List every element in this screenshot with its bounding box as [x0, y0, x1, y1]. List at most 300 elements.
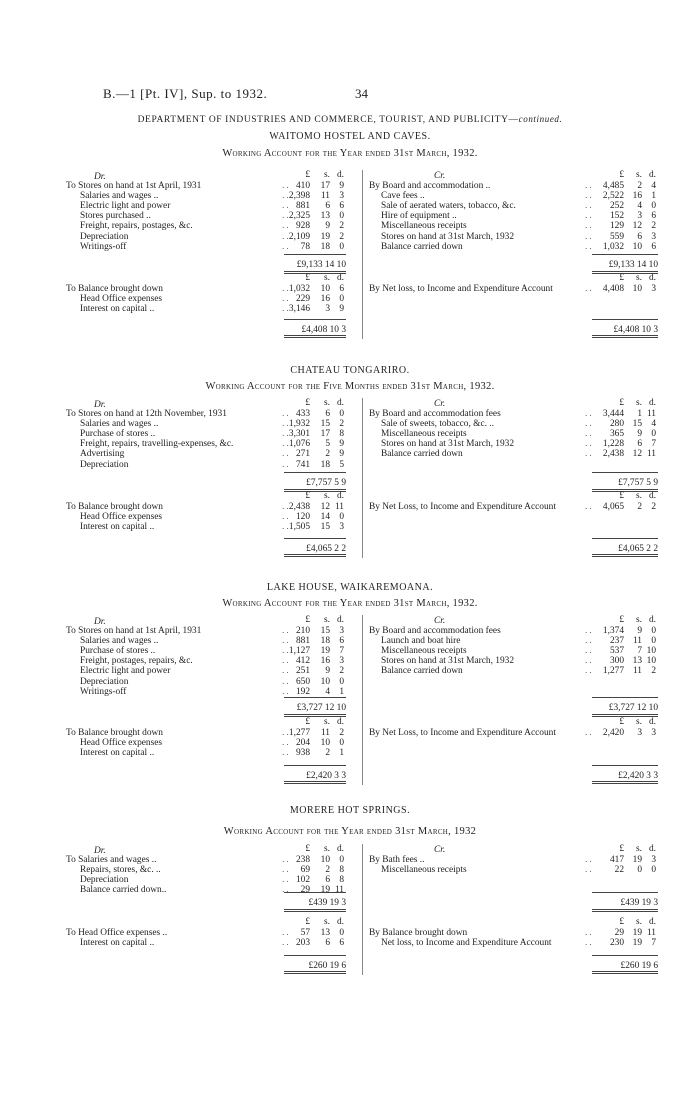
total-rule — [592, 892, 658, 893]
credit-entry-pounds: 1,374 — [602, 626, 624, 636]
total-rule — [592, 254, 658, 255]
credit-entry-label: Sale of aerated waters, tobacco, &c. — [381, 201, 516, 212]
currency-header-shillings: s. — [636, 717, 642, 727]
debit-entry-pence: 2 — [339, 666, 344, 677]
credit-entry-shillings: 7 — [637, 646, 642, 657]
credit-entry-pence: 4 — [651, 419, 656, 430]
debit-entry-pounds: 271 — [295, 449, 310, 460]
debit-entry-pounds: 410 — [295, 181, 310, 191]
debit-entry-pounds: 210 — [295, 626, 310, 636]
currency-header-pence: d. — [336, 844, 344, 854]
debit-entry-label: Advertising — [80, 449, 125, 460]
debit-entry-shillings: 16 — [320, 656, 330, 667]
debit-entry-pence: 0 — [339, 512, 344, 523]
credit-entry-pence: 6 — [651, 211, 656, 222]
leader-dots: .. — [282, 938, 291, 949]
page-number: 34 — [355, 86, 368, 101]
debit-entry-shillings: 6 — [325, 201, 330, 212]
credit-entry-pounds: 252 — [609, 201, 624, 212]
debit-entry-pence: 0 — [339, 409, 344, 419]
debit-entry-pounds: 412 — [295, 656, 310, 667]
debit-entry-label: Freight, postages, repairs, &c. — [80, 656, 193, 667]
debit-entry-label: Interest on capital .. — [80, 748, 155, 759]
debit-entry-pence: 11 — [334, 885, 344, 896]
debit-entry-label: To Balance brought down — [66, 502, 163, 512]
debit-entry-label: To Head Office expenses .. — [66, 928, 168, 938]
leader-dots: .. — [585, 241, 594, 252]
credit-entry-pounds: 417 — [609, 855, 624, 865]
debit-entry-label: Head Office expenses — [80, 738, 163, 749]
debit-entry-shillings: 19 — [320, 885, 330, 896]
section-name: MORERE HOT SPRINGS. — [289, 805, 411, 816]
debit-entry-label: To Stores on hand at 1st April, 1931 — [66, 181, 202, 191]
credit-entry-shillings: 13 — [632, 656, 642, 667]
debit-entry-label: Repairs, stores, &c. .. — [80, 865, 161, 876]
credit-entry-shillings: 11 — [632, 636, 642, 647]
credit-entry-label: Miscellaneous receipts — [381, 429, 467, 440]
credit-entry-shillings: 1 — [637, 409, 642, 419]
credit-entry-pounds: 4,485 — [602, 181, 624, 191]
debit-heading: Dr. — [94, 617, 106, 627]
credit-entry-shillings: 6 — [637, 231, 642, 242]
currency-header-shillings: s. — [324, 844, 330, 854]
debit-entry-pounds: 192 — [295, 686, 310, 697]
leader-dots: .. — [282, 502, 291, 512]
section-subtitle: Working Account for the Year ended 31st March, 1932. — [222, 598, 478, 609]
credit-entry-label: Stores on hand at 31st March, 1932 — [381, 439, 515, 450]
credit-entry-pounds: 22 — [614, 865, 624, 876]
debit-entry-shillings: 15 — [320, 626, 330, 636]
debit-entry-pounds: 3,146 — [288, 304, 310, 315]
credit-entry-shillings: 6 — [637, 439, 642, 450]
debit-entry-pounds: 2,325 — [288, 211, 310, 222]
debit-entry-pounds: 1,032 — [288, 284, 310, 294]
leader-dots: .. — [282, 294, 291, 305]
debit-entry-shillings: 17 — [320, 429, 330, 440]
currency-header-pence: d. — [648, 273, 656, 283]
leader-dots: .. — [585, 656, 594, 667]
debit-entry-pence: 7 — [339, 646, 344, 657]
credit-entry-label: Balance carried down — [381, 666, 463, 677]
leader-dots: .. — [282, 738, 291, 749]
credit-total: £4,065 2 2 — [618, 544, 658, 554]
debit-entry-pence: 6 — [339, 636, 344, 647]
leader-dots: .. — [282, 626, 291, 636]
credit-total: £2,420 3 3 — [618, 771, 658, 781]
debit-entry-label: Freight, repairs, postages, &c. — [80, 221, 193, 232]
debit-entry-shillings: 15 — [320, 419, 330, 430]
debit-entry-pounds: 881 — [295, 201, 310, 212]
leader-dots: .. — [282, 666, 291, 677]
credit-entry-shillings: 10 — [632, 241, 642, 252]
debit-entry-pounds: 251 — [295, 666, 310, 677]
department-title-text: DEPARTMENT OF INDUSTRIES AND COMMERCE, TOURIST, AND PUBLICITY— — [137, 115, 519, 125]
total-double-rule — [592, 781, 658, 784]
credit-entry-pence: 4 — [651, 181, 656, 191]
credit-total: £439 19 3 — [620, 898, 658, 908]
column-divider — [362, 398, 363, 558]
debit-entry-shillings: 6 — [325, 938, 330, 949]
credit-entry-label: Stores on hand at 31st March, 1932 — [381, 231, 515, 242]
debit-entry-shillings: 6 — [325, 875, 330, 886]
credit-entry-pounds: 559 — [609, 231, 624, 242]
leader-dots: .. — [282, 656, 291, 667]
debit-entry-label: To Salaries and wages .. — [66, 855, 157, 865]
debit-total: £9,133 14 10 — [296, 260, 346, 270]
leader-dots: .. — [282, 512, 291, 523]
credit-entry-pounds: 537 — [609, 646, 624, 657]
debit-entry-shillings: 18 — [320, 241, 330, 252]
credit-entry-pounds: 237 — [609, 636, 624, 647]
currency-header-pounds: £ — [305, 717, 310, 727]
leader-dots: .. — [585, 626, 594, 636]
currency-header-pence: d. — [336, 170, 344, 180]
debit-total: £3,727 12 10 — [296, 703, 346, 713]
debit-entry-pounds: 741 — [295, 459, 310, 470]
leader-dots: .. — [585, 429, 594, 440]
currency-header-pounds: £ — [305, 844, 310, 854]
currency-header-shillings: s. — [324, 491, 330, 501]
credit-entry-shillings: 2 — [637, 502, 642, 512]
debit-entry-pounds: 1,505 — [288, 522, 310, 533]
total-double-rule — [284, 554, 346, 557]
leader-dots: .. — [585, 221, 594, 232]
currency-header-pounds: £ — [619, 615, 624, 625]
total-double-rule — [284, 335, 346, 338]
leader-dots: .. — [282, 429, 291, 440]
leader-dots: .. — [585, 728, 594, 738]
debit-entry-pence: 2 — [339, 728, 344, 738]
currency-header-shillings: s. — [324, 917, 330, 927]
leader-dots: .. — [282, 201, 291, 212]
total-rule — [284, 955, 346, 956]
currency-header-shillings: s. — [636, 398, 642, 408]
debit-entry-shillings: 2 — [325, 748, 330, 759]
debit-entry-pence: 0 — [339, 211, 344, 222]
credit-entry-label: Balance carried down — [381, 241, 463, 252]
credit-entry-label: Hire of equipment .. — [381, 211, 457, 222]
debit-total: £439 19 3 — [308, 898, 346, 908]
credit-entry-shillings: 16 — [632, 191, 642, 202]
total-rule — [592, 538, 658, 539]
debit-entry-shillings: 3 — [325, 304, 330, 315]
debit-entry-pounds: 78 — [300, 241, 310, 252]
debit-entry-label: To Stores on hand at 1st April, 1931 — [66, 626, 202, 636]
debit-entry-label: Balance carried down.. — [80, 885, 167, 896]
leader-dots: .. — [282, 928, 291, 938]
leader-dots: .. — [282, 439, 291, 450]
debit-entry-label: Interest on capital .. — [80, 522, 155, 533]
debit-entry-shillings: 5 — [325, 439, 330, 450]
leader-dots: .. — [585, 502, 594, 512]
leader-dots: .. — [585, 865, 594, 876]
currency-header-pence: d. — [648, 491, 656, 501]
debit-total: £4,065 2 2 — [306, 544, 346, 554]
debit-entry-pence: 3 — [339, 656, 344, 667]
total-rule — [592, 697, 658, 698]
debit-total: £4,408 10 3 — [301, 325, 346, 335]
currency-header-pence: d. — [336, 491, 344, 501]
debit-entry-pounds: 69 — [300, 865, 310, 876]
credit-entry-pounds: 129 — [609, 221, 624, 232]
total-rule — [284, 892, 346, 893]
currency-header-shillings: s. — [324, 398, 330, 408]
page-header-left: B.—1 [Pt. IV], Sup. to 1932. — [103, 86, 268, 101]
credit-entry-label: Stores on hand at 31st March, 1932 — [381, 656, 515, 667]
credit-entry-pounds: 365 — [609, 429, 624, 440]
debit-entry-shillings: 6 — [325, 409, 330, 419]
leader-dots: .. — [282, 676, 291, 687]
debit-entry-pounds: 1,127 — [288, 646, 310, 657]
debit-heading: Dr. — [94, 846, 106, 856]
total-double-rule — [592, 909, 658, 912]
credit-heading: Cr. — [434, 845, 446, 855]
section-name: LAKE HOUSE, WAIKAREMOANA. — [266, 582, 434, 593]
leader-dots: .. — [585, 666, 594, 677]
currency-header-pounds: £ — [619, 170, 624, 180]
currency-header-pounds: £ — [305, 273, 310, 283]
leader-dots: .. — [282, 865, 291, 876]
debit-entry-pence: 8 — [339, 429, 344, 440]
credit-entry-shillings: 19 — [632, 855, 642, 865]
leader-dots: .. — [585, 855, 594, 865]
debit-entry-pence: 9 — [339, 449, 344, 460]
column-divider — [362, 170, 363, 339]
debit-entry-pence: 9 — [339, 439, 344, 450]
currency-header-pence: d. — [336, 398, 344, 408]
currency-header-pence: d. — [336, 615, 344, 625]
currency-header-pounds: £ — [619, 398, 624, 408]
debit-entry-shillings: 4 — [325, 686, 330, 697]
debit-entry-label: Writings-off — [80, 686, 127, 697]
leader-dots: .. — [282, 522, 291, 533]
currency-header-shillings: s. — [324, 170, 330, 180]
debit-entry-pounds: 3,301 — [288, 429, 310, 440]
credit-entry-label: Launch and boat hire — [381, 636, 461, 647]
credit-entry-label: By Board and accommodation fees — [369, 626, 501, 636]
credit-entry-shillings: 9 — [637, 626, 642, 636]
debit-entry-shillings: 14 — [320, 512, 330, 523]
leader-dots: .. — [282, 191, 291, 202]
credit-entry-pence: 11 — [646, 928, 656, 938]
debit-entry-shillings: 2 — [325, 865, 330, 876]
debit-entry-label: Freight, repairs, travelling-expenses, &c. — [80, 439, 234, 450]
credit-entry-pence: 11 — [646, 449, 656, 460]
total-rule — [284, 697, 346, 698]
debit-entry-shillings: 11 — [320, 728, 330, 738]
debit-entry-pence: 1 — [339, 686, 344, 697]
leader-dots: .. — [282, 211, 291, 222]
column-divider — [362, 844, 363, 975]
debit-entry-label: To Stores on hand at 12th November, 1931 — [66, 409, 227, 419]
currency-header-pounds: £ — [619, 844, 624, 854]
leader-dots: .. — [585, 181, 594, 191]
leader-dots: .. — [282, 449, 291, 460]
currency-header-pounds: £ — [305, 398, 310, 408]
debit-entry-shillings: 10 — [320, 738, 330, 749]
debit-entry-pounds: 57 — [300, 928, 310, 938]
leader-dots: .. — [282, 181, 291, 191]
credit-entry-pounds: 152 — [609, 211, 624, 222]
debit-entry-pence: 1 — [339, 748, 344, 759]
section-name: WAITOMO HOSTEL AND CAVES. — [269, 131, 431, 142]
credit-entry-shillings: 0 — [637, 865, 642, 876]
debit-entry-label: To Balance brought down — [66, 284, 163, 294]
section-subtitle: Working Account for the Year ended 31st March, 1932 — [223, 826, 477, 837]
debit-entry-shillings: 19 — [320, 231, 330, 242]
debit-entry-pence: 8 — [339, 865, 344, 876]
debit-entry-pounds: 1,932 — [288, 419, 310, 430]
credit-entry-label: Miscellaneous receipts — [381, 221, 467, 232]
currency-header-pounds: £ — [619, 717, 624, 727]
debit-entry-label: Depreciation — [80, 875, 129, 886]
debit-entry-label: Purchase of stores .. — [80, 429, 156, 440]
leader-dots: .. — [585, 191, 594, 202]
currency-header-pence: d. — [648, 844, 656, 854]
debit-entry-pence: 2 — [339, 419, 344, 430]
debit-entry-label: Electric light and power — [80, 666, 171, 677]
debit-entry-pounds: 238 — [295, 855, 310, 865]
currency-header-shillings: s. — [636, 273, 642, 283]
debit-entry-pence: 0 — [339, 676, 344, 687]
total-rule — [284, 254, 346, 255]
credit-entry-pence: 0 — [651, 201, 656, 212]
credit-entry-pence: 2 — [651, 502, 656, 512]
debit-entry-shillings: 18 — [320, 636, 330, 647]
debit-entry-pence: 5 — [339, 459, 344, 470]
debit-entry-shillings: 11 — [320, 191, 330, 202]
credit-heading: Cr. — [434, 171, 446, 181]
credit-entry-shillings: 11 — [632, 666, 642, 677]
credit-entry-pence: 2 — [651, 666, 656, 677]
credit-entry-pence: 0 — [651, 865, 656, 876]
debit-entry-pounds: 650 — [295, 676, 310, 687]
debit-entry-shillings: 13 — [320, 211, 330, 222]
currency-header-shillings: s. — [636, 844, 642, 854]
credit-entry-shillings: 3 — [637, 211, 642, 222]
leader-dots: .. — [282, 748, 291, 759]
leader-dots: .. — [282, 636, 291, 647]
leader-dots: .. — [282, 459, 291, 470]
debit-entry-shillings: 10 — [320, 284, 330, 294]
debit-entry-pounds: 120 — [295, 512, 310, 523]
department-title-suffix: continued. — [518, 114, 563, 124]
leader-dots: .. — [282, 304, 291, 315]
credit-entry-pounds: 29 — [614, 928, 624, 938]
debit-entry-pounds: 1,076 — [288, 439, 310, 450]
credit-entry-label: By Balance brought down — [369, 928, 468, 938]
leader-dots: .. — [585, 636, 594, 647]
credit-entry-pounds: 2,420 — [602, 728, 624, 738]
leader-dots: .. — [282, 686, 291, 697]
credit-entry-pounds: 300 — [609, 656, 624, 667]
debit-entry-pence: 3 — [339, 626, 344, 636]
credit-entry-pence: 2 — [651, 221, 656, 232]
total-rule — [592, 472, 658, 473]
credit-entry-pence: 10 — [646, 656, 656, 667]
credit-entry-pounds: 2,438 — [602, 449, 624, 460]
debit-entry-pence: 9 — [339, 304, 344, 315]
debit-entry-pounds: 2,109 — [288, 231, 310, 242]
debit-entry-pounds: 928 — [295, 221, 310, 232]
total-rule — [284, 538, 346, 539]
debit-entry-pence: 2 — [339, 231, 344, 242]
debit-entry-pounds: 29 — [300, 885, 310, 896]
debit-entry-pence: 3 — [339, 522, 344, 533]
currency-header-pounds: £ — [619, 273, 624, 283]
debit-total: £7,757 5 9 — [306, 478, 346, 488]
debit-entry-pence: 0 — [339, 294, 344, 305]
credit-entry-label: Miscellaneous receipts — [381, 865, 467, 876]
debit-entry-pounds: 881 — [295, 636, 310, 647]
leader-dots: .. — [585, 646, 594, 657]
leader-dots: .. — [282, 875, 291, 886]
credit-heading: Cr. — [434, 616, 446, 626]
debit-entry-pence: 9 — [339, 181, 344, 191]
debit-entry-label: Salaries and wages .. — [80, 419, 159, 430]
leader-dots: .. — [282, 419, 291, 430]
leader-dots: .. — [585, 928, 594, 938]
debit-entry-shillings: 10 — [320, 676, 330, 687]
currency-header-pence: d. — [336, 717, 344, 727]
credit-heading: Cr. — [434, 399, 446, 409]
currency-header-pence: d. — [336, 273, 344, 283]
leader-dots: .. — [585, 449, 594, 460]
credit-entry-pounds: 1,228 — [602, 439, 624, 450]
debit-total: £2,420 3 3 — [306, 771, 346, 781]
leader-dots: .. — [585, 938, 594, 949]
total-rule — [284, 472, 346, 473]
credit-entry-label: By Bath fees .. — [369, 855, 425, 865]
credit-entry-pence: 10 — [646, 646, 656, 657]
section-subtitle: Working Account for the Year ended 31st March, 1932. — [222, 148, 478, 159]
credit-total: £3,727 12 10 — [608, 703, 658, 713]
debit-entry-label: Head Office expenses — [80, 294, 163, 305]
debit-entry-label: Writings-off — [80, 241, 127, 252]
credit-total: £4,408 10 3 — [613, 325, 658, 335]
debit-entry-shillings: 19 — [320, 646, 330, 657]
leader-dots: .. — [282, 885, 291, 896]
total-double-rule — [284, 909, 346, 912]
leader-dots: .. — [282, 855, 291, 865]
leader-dots: .. — [585, 284, 594, 294]
credit-entry-label: By Net loss, to Income and Expenditure Account — [369, 284, 553, 294]
debit-entry-pence: 0 — [339, 241, 344, 252]
credit-entry-pounds: 4,065 — [602, 502, 624, 512]
total-rule — [284, 765, 346, 766]
currency-header-shillings: s. — [636, 917, 642, 927]
debit-entry-pounds: 204 — [295, 738, 310, 749]
currency-header-shillings: s. — [324, 615, 330, 625]
debit-entry-pence: 0 — [339, 928, 344, 938]
credit-entry-shillings: 10 — [632, 284, 642, 294]
debit-entry-pounds: 2,398 — [288, 191, 310, 202]
debit-entry-shillings: 16 — [320, 294, 330, 305]
leader-dots: .. — [282, 221, 291, 232]
credit-entry-label: By Net Loss, to Income and Expenditure Account — [369, 728, 556, 738]
debit-entry-pounds: 229 — [295, 294, 310, 305]
debit-entry-pence: 11 — [334, 502, 344, 512]
section-name: CHATEAU TONGARIRO. — [290, 365, 410, 376]
total-rule — [592, 955, 658, 956]
credit-entry-pence: 0 — [651, 636, 656, 647]
currency-header-pounds: £ — [305, 170, 310, 180]
total-double-rule — [284, 971, 346, 974]
leader-dots: .. — [282, 241, 291, 252]
debit-entry-label: Stores purchased .. — [80, 211, 151, 222]
debit-entry-pence: 3 — [339, 191, 344, 202]
total-rule — [592, 319, 658, 320]
